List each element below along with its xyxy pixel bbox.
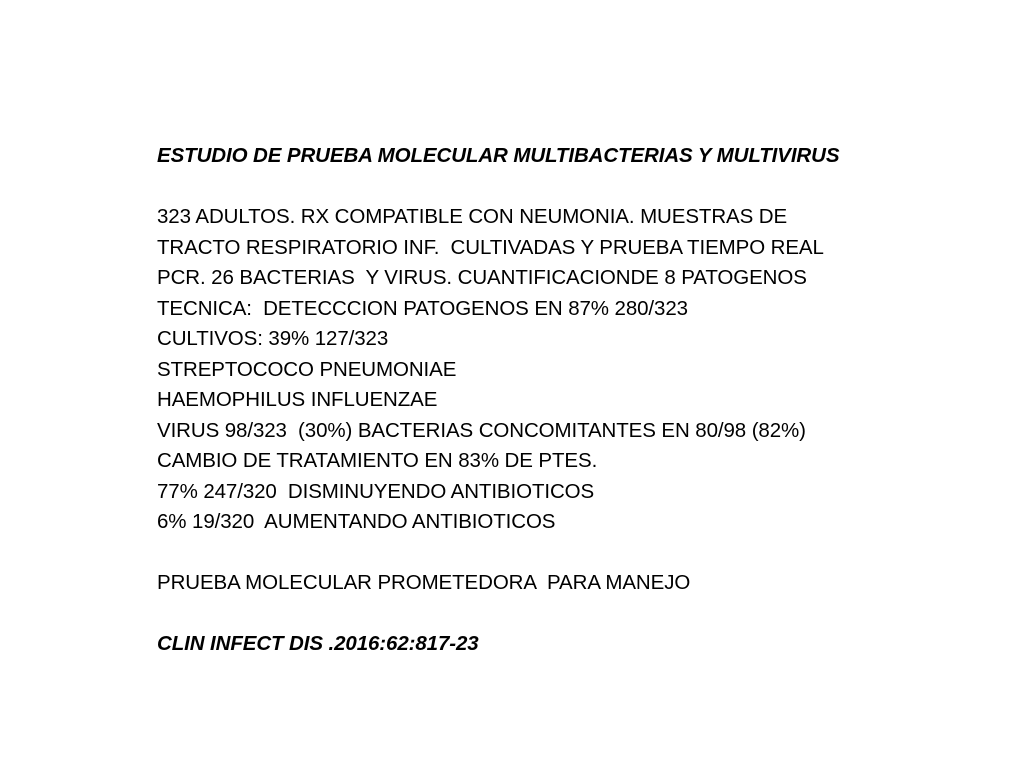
body-line: PCR. 26 BACTERIAS Y VIRUS. CUANTIFICACIONDE 8 PATOGENOS <box>157 266 807 289</box>
body-line: 6% 19/320 AUMENTANDO ANTIBIOTICOS <box>157 510 556 533</box>
blank-line <box>157 538 997 569</box>
body-line: 77% 247/320 DISMINUYENDO ANTIBIOTICOS <box>157 479 595 503</box>
body-line: CULTIVOS: 39% 127/323 <box>157 327 389 350</box>
reference-citation: CLIN INFECT DIS .2016:62:817-23 <box>157 632 479 655</box>
body-line: CAMBIO DE TRATAMIENTO EN 83% DE PTES. <box>157 449 598 472</box>
body-line: 323 ADULTOS. RX COMPATIBLE CON NEUMONIA. MUESTRAS DE <box>157 205 788 228</box>
conclusion-line: PRUEBA MOLECULAR PROMETEDORA PARA MANEJO <box>157 571 691 594</box>
body-line: TRACTO RESPIRATORIO INF. CULTIVADAS Y PRUEBA TIEMPO REAL <box>157 235 824 259</box>
blank-line <box>157 599 997 630</box>
slide-text-block <box>157 141 997 660</box>
slide-title: ESTUDIO DE PRUEBA MOLECULAR MULTIBACTERIAS Y MULTIVIRUS <box>157 144 840 167</box>
body-line: STREPTOCOCO PNEUMONIAE <box>157 357 457 381</box>
body-line: VIRUS 98/323 (30%) BACTERIAS CONCOMITANTES EN 80/98 (82%) <box>157 418 806 442</box>
body-line: TECNICA: DETECCCION PATOGENOS EN 87% 280/323 <box>157 296 688 320</box>
body-line: HAEMOPHILUS INFLUENZAE <box>157 388 438 411</box>
blank-line <box>157 172 997 203</box>
